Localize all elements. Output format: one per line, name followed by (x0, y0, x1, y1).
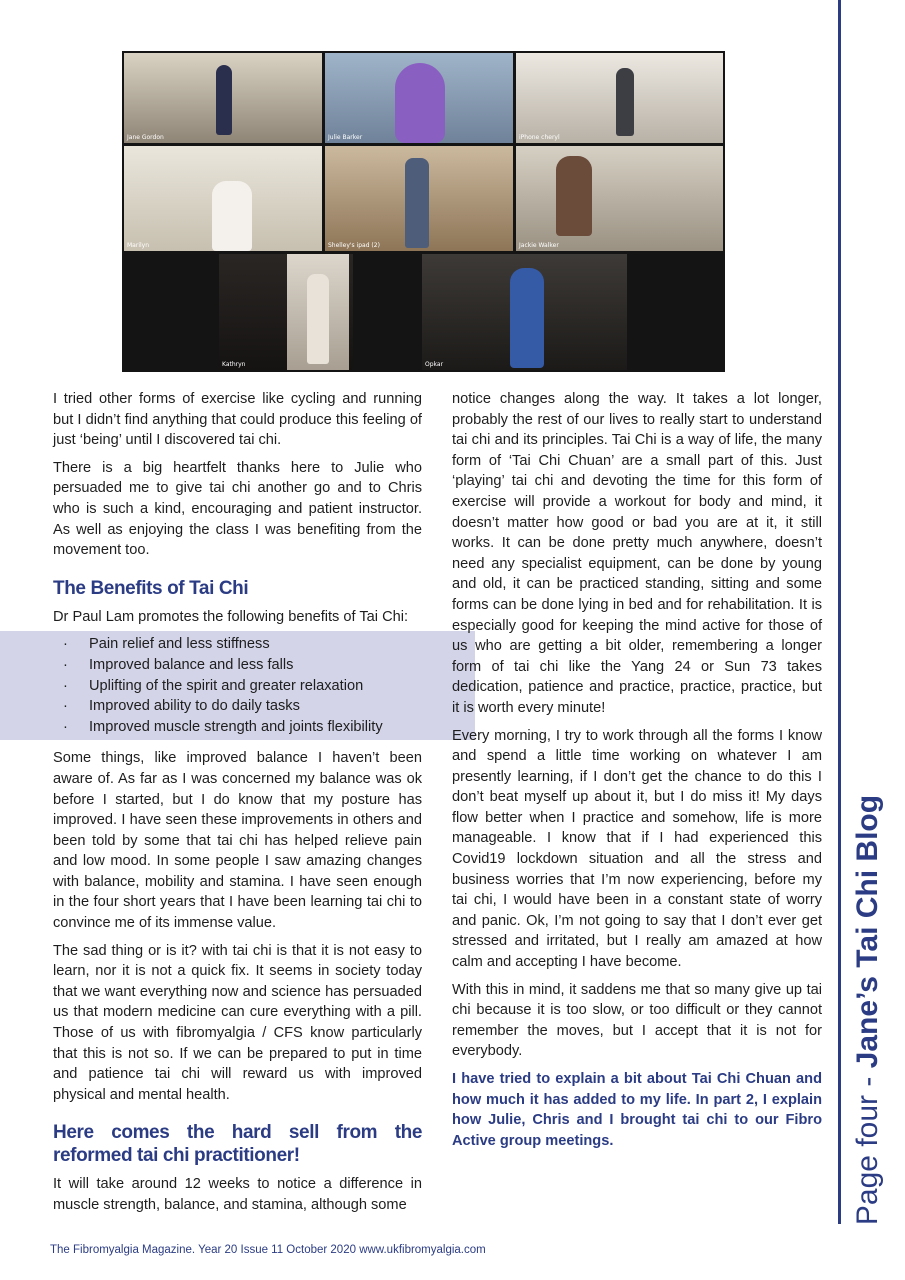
paragraph: With this in mind, it saddens me that so many give up tai chi because it is too slow, or too difficult or they cannot remember the moves, but I accept that it is not for everybody. (452, 981, 822, 1060)
list-item: · Improved muscle strength and joints flexibility (53, 717, 475, 738)
list-item: · Improved ability to do daily tasks (53, 696, 475, 717)
person-figure (216, 65, 232, 135)
tile-caption: Opkar (425, 361, 444, 368)
section-heading: Here comes the hard sell from the reformed tai chi practitioner! (53, 1122, 422, 1167)
list-item: · Pain relief and less stiffness (53, 634, 475, 655)
paragraph: Some things, like improved balance I haven’t been aware of. As far as I was concerned my balance was ok before I started, but I do know that my posture has improved. I have seen these improvements in others and been told by some that tai chi has helped relieve pain and low mood. In some people I saw amazing changes with balance, mobility and stamina. I have seen enough in the four short years that I have been learning tai chi to convince me of its immense value. (53, 750, 422, 932)
paragraph: Dr Paul Lam promotes the following benefits of Tai Chi: (53, 608, 409, 625)
tile-caption: Kathryn (222, 361, 246, 368)
tile-caption: Marilyn (127, 242, 150, 249)
paragraph: There is a big heartfelt thanks here to Julie who persuaded me to give tai chi another go and to Chris who is such a kind, encouraging and patient instructor. As well as enjoying the class I was benefiting from the movement too. (53, 459, 422, 559)
paragraph: notice changes along the way. It takes a lot longer, probably the rest of our lives to really start to understand tai chi and its principles. Tai Chi is a way of life, the many form of ‘Tai Chi Chuan’ are a small part of this. Just ‘playing’ tai chi and devoting the time for this form of exercise will provide a workout for body and mind, it doesn’t matter how good or bad you are at it, it still works. It can be done pretty much anywhere, doesn’t need any specialist equipment, can be done by young and old, it can be practiced standing, sitting and some forms can be done lying in bed and for rehabilitation. It is especially good for keeping the mind active for those of us who are getting a bit older, remembering a longer form of tai chi like the Yang 24 or Sun 73 takes dedication, patience and practice, practice, practice, but it is worth every minute! (452, 391, 822, 716)
footer: The Fibromyalgia Magazine. Year 20 Issue 11 October 2020 www.ukfibromyalgia.com (50, 1244, 486, 1256)
closing-paragraph: I have tried to explain a bit about Tai Chi Chuan and how much it has added to my life. In part 2, I explain how Julie, Chris and I brought tai chi to our Fibro Active group meetings. (452, 1071, 822, 1149)
zoom-class-photo (122, 51, 725, 372)
person-figure (556, 156, 592, 236)
video-tile (422, 254, 627, 370)
paragraph: Every morning, I try to work through all the forms I know and spend a little time working on whatever I am presently learning, if I don’t get the chance to do this I don’t beat myself up about it, but I do miss it! My days flow better when I practice and somehow, life is more manageable. I know that if I had experienced this Covid19 lockdown situation and all the stress and business worries that I’m now experiencing, before my tai chi, I would have been in a constant state of worry and panic. Ok, I’m not going to say that I don’t ever get stressed and irritated, but I really am amazed at how calm and accepting I have become. (452, 727, 822, 971)
left-column (53, 389, 422, 1223)
tile-caption: iPhone cheryl (519, 134, 560, 141)
list-item: · Uplifting of the spirit and greater relaxation (53, 676, 475, 697)
person-figure (405, 158, 429, 248)
paragraph: The sad thing or is it? with tai chi is that it is not easy to learn, nor it is not a quick fix. It seems in society today that we want everything now and science has persuaded us that modern medicine can cure everything with a pill. Those of us with fibromyalgia / CFS know particularly that this is not so. If we can be prepared to put in time and patience tai chi will reward us with improved physical and mental health. (53, 942, 422, 1103)
list-item: · Improved balance and less falls (53, 655, 475, 676)
video-tile (219, 254, 353, 370)
person-figure (307, 274, 329, 364)
sidebar-title-blog: Jane’s Tai Chi Blog (851, 794, 884, 1069)
video-tile (325, 53, 513, 143)
video-tile (325, 146, 513, 251)
benefits-list (0, 631, 475, 740)
sidebar-title (851, 795, 885, 1225)
person-figure (510, 268, 544, 368)
paragraph: I tried other forms of exercise like cycling and running but I didn’t find anything that could produce this feeling of just ‘being’ until I discovered tai chi. (53, 391, 422, 449)
person-figure (212, 181, 252, 251)
tile-caption: Jane Gordon (127, 134, 164, 141)
sidebar-title-page: Page four - (851, 1068, 884, 1226)
tile-caption: Shelley's ipad (2) (328, 242, 380, 249)
paragraph: It will take around 12 weeks to notice a difference in muscle strength, balance, and stamina, although some (53, 1176, 422, 1213)
person-figure (395, 63, 445, 143)
section-heading: The Benefits of Tai Chi (53, 577, 249, 599)
video-tile (124, 146, 322, 251)
video-tile (516, 146, 723, 251)
tile-caption: Jackie Walker (519, 242, 559, 249)
sidebar-rule (838, 0, 841, 1224)
tile-caption: Julie Barker (328, 134, 363, 141)
right-column (452, 389, 822, 1158)
person-figure (616, 68, 634, 136)
video-tile (516, 53, 723, 143)
video-tile (124, 53, 322, 143)
